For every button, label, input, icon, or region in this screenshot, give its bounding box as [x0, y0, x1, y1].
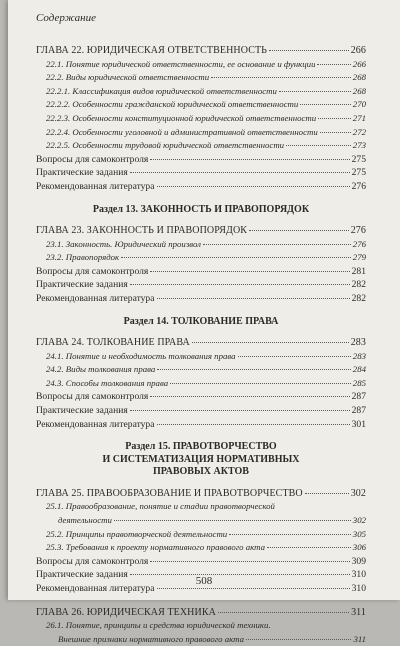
toc-chapter-22: ГЛАВА 22. ЮРИДИЧЕСКАЯ ОТВЕТСТВЕННОСТЬ 266 [36, 45, 366, 56]
book-page [8, 0, 400, 644]
toc-entry: 22.2.4. Особенности уголовной и административной ответственности 272 [46, 126, 366, 137]
toc-chapter-23: ГЛАВА 23. ЗАКОННОСТЬ И ПРАВОПОРЯДОК 276 [36, 225, 366, 237]
toc-entry: 22.2.3. Особенности конституционной юридической ответственности 271 [46, 112, 366, 123]
toc-entry: 23.2. Правопорядок 279 [46, 252, 366, 263]
toc-entry: 22.2.2. Особенности гражданской юридической ответственности 270 [46, 99, 366, 110]
toc-entry: 25.2. Принципы правотворческой деятельности 305 [46, 528, 366, 539]
section-heading-14: Раздел 14. ТОЛКОВАНИЕ ПРАВА [123, 315, 279, 327]
toc-entry: Рекомендованная литература 310 [36, 582, 366, 594]
toc-chapter-24: ГЛАВА 24. ТОЛКОВАНИЕ ПРАВА 283 [36, 337, 366, 349]
toc-entry: Практические задания 282 [36, 279, 366, 291]
toc-entry: Вопросы для самоконтроля 309 [36, 555, 366, 567]
toc-chapter-25: ГЛАВА 25. ПРАВООБРАЗОВАНИЕ И ПРАВОТВОРЧЕСТВО 302 [36, 487, 366, 499]
toc-entry: Рекомендованная литература 301 [36, 418, 366, 430]
toc-entry: 26.1. Понятие, принципы и средства юридической техники. [46, 620, 271, 631]
toc-entry: 22.2. Виды юридической ответственности 268 [46, 72, 366, 83]
toc-entry: Рекомендованная литература 282 [36, 293, 366, 304]
toc-entry: Практические задания 310 [36, 569, 366, 581]
toc-entry: 24.1. Понятие и необходимость толкования права 283 [46, 350, 366, 361]
table-of-contents [36, 38, 366, 646]
toc-entry: 22.2.5. Особенности трудовой юридической ответственности 273 [46, 140, 366, 151]
toc-entry: 23.1. Законность. Юридический произвол 276 [46, 238, 366, 249]
toc-entry: 24.3. Способы толкования права 285 [46, 377, 366, 388]
section-heading-15: Раздел 15. ПРАВОТВОРЧЕСТВО И СИСТЕМАТИЗАЦИЯ НОРМАТИВНЫХ ПРАВОВЫХ АКТОВ [102, 441, 300, 478]
toc-entry: Вопросы для самоконтроля 287 [36, 391, 366, 403]
page-number: 508 [195, 575, 213, 587]
toc-entry: Практические задания 287 [36, 405, 366, 417]
toc-entry: 24.2. Виды толкования права 284 [46, 364, 366, 375]
running-head: Содержание [36, 12, 97, 24]
toc-entry: 22.1. Понятие юридической ответственности, ее основание и функции 266 [46, 58, 366, 69]
toc-entry: 25.3. Требования к проекту нормативного правового акта 306 [46, 542, 366, 553]
toc-entry: 25.1. Правообразование, понятие и стадии правотворческой [46, 501, 275, 512]
section-heading-13: Раздел 13. ЗАКОННОСТЬ И ПРАВОПОРЯДОК [92, 203, 310, 215]
toc-entry: Практические задания 275 [36, 167, 366, 179]
toc-entry: Рекомендованная литература 276 [36, 180, 366, 192]
toc-entry-continued: деятельности 302 [58, 514, 366, 525]
toc-entry: Вопросы для самоконтроля 275 [36, 153, 366, 165]
toc-chapter-26: ГЛАВА 26. ЮРИДИЧЕСКАЯ ТЕХНИКА 311 [36, 606, 366, 618]
toc-entry-continued: Внешние признаки нормативного правового акта 311 [58, 633, 366, 644]
toc-entry: Вопросы для самоконтроля 281 [36, 265, 366, 277]
toc-entry: 22.2.1. Классификация видов юридической ответственности 268 [46, 85, 366, 96]
